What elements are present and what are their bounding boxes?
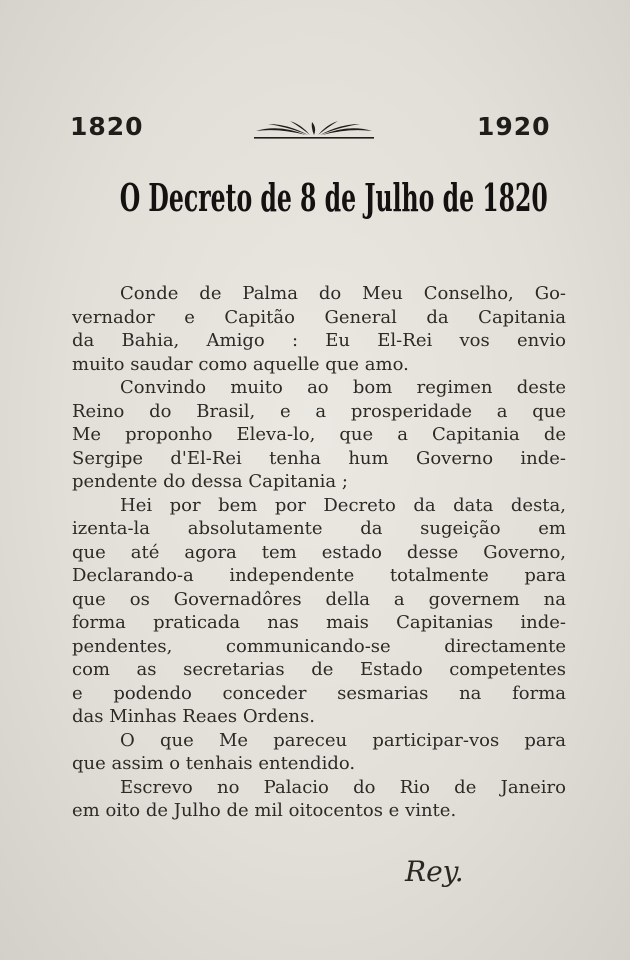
text-line: Reino do Brasil, e a prosperidade a que: [72, 400, 566, 422]
text-line: com as secretarias de Estado competentes: [72, 659, 566, 680]
text-line: Conde de Palma do Meu Conselho, Go-: [120, 283, 566, 304]
text-line: em oito de Julho de mil oitocentos e vinte.: [72, 800, 457, 821]
text-line: que os Governadôres della a governem na: [72, 588, 566, 610]
royal-signature: Rey.: [405, 855, 464, 888]
text-line: que assim o tenhais entendido.: [72, 753, 356, 774]
text-line: e podendo conceder sesmarias na forma: [72, 682, 566, 704]
fan-ornament-icon: [254, 118, 374, 142]
text-line: muito saudar como aquelle que amo.: [72, 353, 409, 375]
text-line: que até agora tem estado desse Governo,: [72, 541, 566, 563]
document-title: O Decreto de 8 de Julho de 1820: [119, 175, 548, 220]
text-line: Declarando-a independente totalmente para: [72, 565, 566, 586]
text-line: Hei por bem por Decreto da data desta,: [120, 494, 566, 516]
text-line: Escrevo no Palacio do Rio de Janeiro: [120, 776, 566, 798]
decree-text: [72, 282, 566, 823]
year-start: 1820: [70, 112, 144, 141]
text-line: das Minhas Reaes Ordens.: [72, 706, 315, 727]
text-line: Sergipe d'El-Rei tenha hum Governo inde-: [72, 447, 566, 469]
text-line: pendentes, communicando-se directamente: [72, 635, 566, 657]
text-line: O que Me pareceu participar-vos para: [120, 729, 566, 751]
text-line: Convindo muito ao bom regimen deste: [120, 377, 566, 398]
text-line: vernador e Capitão General da Capitania: [72, 306, 566, 328]
text-line: izenta-la absolutamente da sugeição em: [72, 518, 566, 539]
text-line: forma praticada nas mais Capitanias inde-: [72, 612, 566, 633]
text-line: pendente do dessa Capitania ;: [72, 471, 348, 492]
year-end: 1920: [477, 112, 551, 141]
text-line: da Bahia, Amigo : Eu El-Rei vos envio: [72, 330, 566, 351]
text-line: Me proponho Eleva-lo, que a Capitania de: [72, 424, 566, 445]
